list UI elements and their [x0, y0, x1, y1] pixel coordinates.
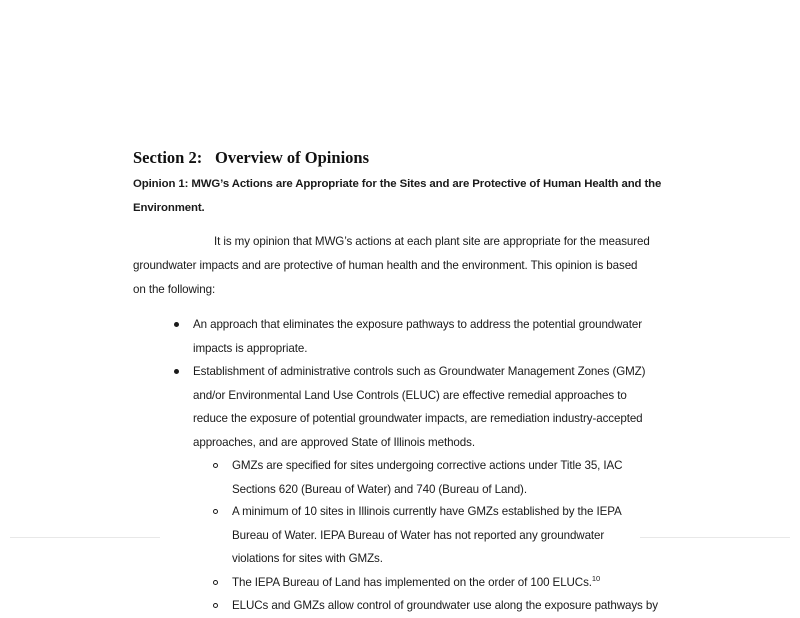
sub-bullet-circle-icon: [213, 580, 218, 585]
scan-artifact-rule: [10, 537, 160, 538]
bullet-1-line-2: impacts is appropriate.: [193, 342, 308, 355]
section-title: Overview of Opinions: [215, 148, 370, 167]
sub-bullet-3-text: The IEPA Bureau of Land has implemented on the order of 100 ELUCs.: [232, 576, 592, 589]
sub-bullet-2-line-3: violations for sites with GMZs.: [232, 552, 383, 565]
opinion-heading-line-2: Environment.: [133, 202, 205, 214]
sub-bullet-2-line-2: Bureau of Water. IEPA Bureau of Water has not reported any groundwater: [232, 529, 605, 542]
sub-bullet-1-line-2: Sections 620 (Bureau of Water) and 740 (Bureau of Land).: [232, 483, 527, 496]
intro-line-2: groundwater impacts and are protective of human health and the environment. This opinion is based: [133, 259, 638, 272]
sub-bullet-2-line-1: A minimum of 10 sites in Illinois currently have GMZs established by the IEPA: [232, 505, 622, 518]
sub-bullet-1-line-1: GMZs are specified for sites undergoing corrective actions under Title 35, IAC: [232, 459, 623, 472]
bullet-2-line-4: approaches, and are approved State of Illinois methods.: [193, 436, 475, 449]
section-number: Section 2:: [133, 148, 203, 167]
opinion-heading-line-1: Opinion 1: MWG’s Actions are Appropriate for the Sites and are Protective of Human Health and the: [133, 178, 662, 190]
intro-line-3: on the following:: [133, 283, 216, 296]
bullet-2-line-3: reduce the exposure of potential groundwater impacts, are remediation industry-accepted: [193, 412, 643, 425]
intro-line-1: It is my opinion that MWG’s actions at each plant site are appropriate for the measured: [214, 235, 650, 248]
scan-artifact-rule: [640, 537, 790, 538]
bullet-2-line-1: Establishment of administrative controls such as Groundwater Management Zones (GMZ): [193, 365, 646, 378]
section-heading: [133, 148, 369, 168]
bullet-icon: [174, 322, 179, 327]
bullet-1-line-1: An approach that eliminates the exposure pathways to address the potential groundwater: [193, 318, 642, 331]
bullet-2-line-2: and/or Environmental Land Use Controls (ELUC) are effective remedial approaches to: [193, 389, 627, 402]
sub-bullet-circle-icon: [213, 603, 218, 608]
sub-bullet-4-line-1: ELUCs and GMZs allow control of groundwater use along the exposure pathways by: [232, 599, 658, 612]
sub-bullet-circle-icon: [213, 509, 218, 514]
sub-bullet-3-line-1: [232, 576, 600, 590]
footnote-marker[interactable]: 10: [591, 574, 601, 584]
bullet-icon: [174, 369, 179, 374]
sub-bullet-circle-icon: [213, 463, 218, 468]
